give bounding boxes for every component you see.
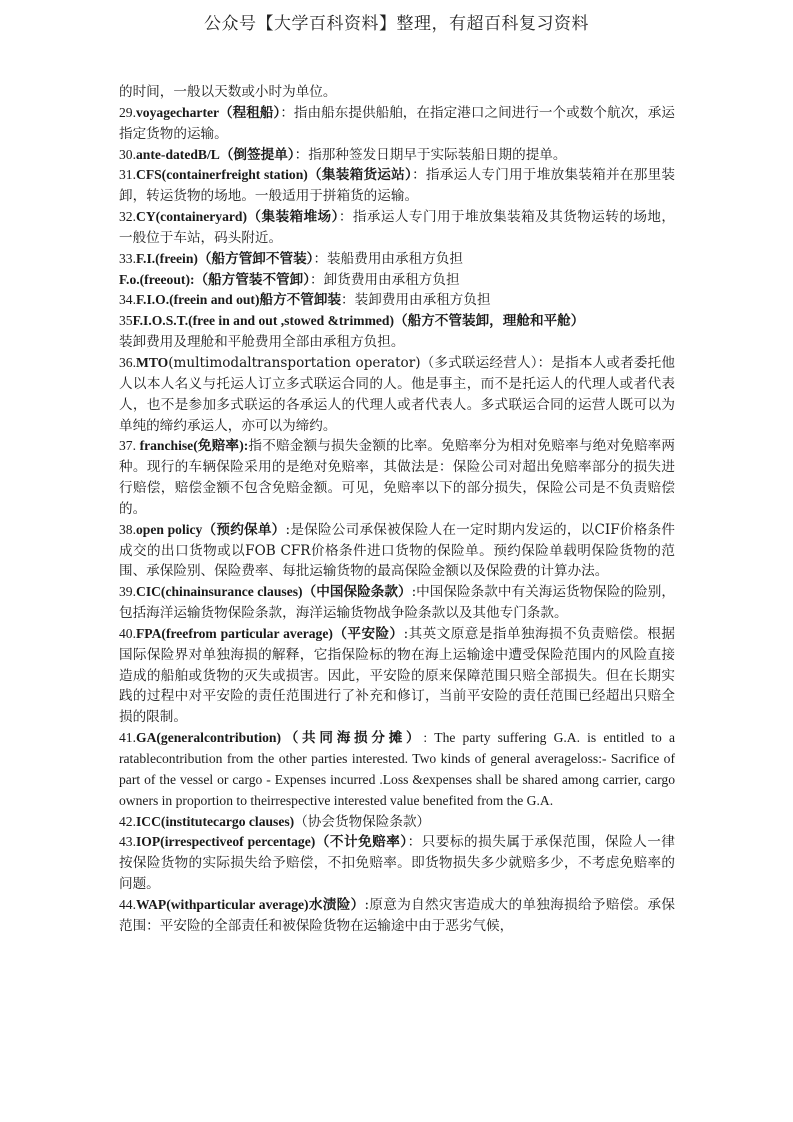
entry-33 [119, 249, 675, 270]
entry-term: MTO [136, 354, 169, 370]
entry-text: ：指承运人专门用于堆放集装箱及其货物运转的场地，一般位于车站，码头附近。 [119, 209, 675, 246]
entry-term: WAP(withparticular average)水渍险） [136, 896, 365, 912]
entry-number: 32. [119, 209, 136, 225]
entry-32 [119, 207, 675, 249]
entry-term: IOP(irrespectiveof percentage)（不计免赔率） [136, 834, 408, 850]
entry-term: F.I.(freein)（船方管卸不管装） [136, 250, 314, 266]
entry-33b [119, 270, 675, 291]
entry-number: 29. [119, 104, 136, 120]
entry-term: F.I.O.S.T.(free in and out ,stowed &trimmed)（船方不管装卸，理舱和平舱） [132, 313, 585, 329]
entry-text: ：指由船东提供船舶，在指定港口之间进行一个或数个航次，承运指定货物的运输。 [119, 104, 675, 142]
entry-term: F.o.(freeout):（船方管装不管卸） [119, 271, 311, 287]
entry-41 [119, 728, 675, 811]
page-header: 公众号【大学百科资料】整理，有超百科复习资料 [204, 14, 589, 34]
entry-text: ：只要标的损失属于承保范围，保险人一律按保险货物的实际损失给予赔偿，不扣免赔率。即货物损失多少就赔多少，不考虑免赔率的问题。 [119, 834, 675, 893]
entry-number: 42. [119, 813, 136, 829]
entry-text: ：装卸费用由承租方负担 [341, 292, 491, 309]
entry-text: :中国保险条款中有关海运货物保险的险别，包括海洋运输货物保险条款，海洋运输货物战争险条款以及其他专门条款。 [119, 584, 675, 622]
entry-37 [119, 436, 675, 519]
entry-text: 指不赔金额与损失金额的比率。免赔率分为相对免赔率与绝对免赔率两种。现行的车辆保险采用的是绝对免赔率，其做法是：保险公司对超出免赔率部分的损失进行赔偿，赔偿金额不包含免赔金额。可见，免赔率以下的部分损失，保险公司是不负责赔偿的。 [119, 438, 676, 517]
entry-number: 38. [119, 521, 136, 537]
entry-number: 34. [119, 292, 136, 308]
entry-30 [119, 145, 675, 166]
entry-text: :其英文原意是指单独海损不负责赔偿。根据国际保险界对单独海损的解释，它指保险标的物在海上运输途中遭受保险范围内的风险直接造成的船舶或货物的灭失或损害。因此，平安险的原来保障范围只赔全部损失。但在长期实践的过程中对平安险的责任范围进行了补充和修订，当前平安险的责任范围已经超出只赔全损的限制。 [119, 625, 675, 726]
entry-44 [119, 895, 675, 937]
entry-text: ：卸货费用由承租方负担 [310, 271, 460, 288]
entry-number: 30. [119, 146, 136, 162]
entry-29 [119, 103, 675, 145]
entry-term: ante-datedB/L（倒签提单） [136, 146, 295, 162]
entry-43 [119, 832, 675, 895]
entry-text: 的时间，一般以天数或小时为单位。 [119, 84, 337, 100]
entry-term: GA(generalcontribution)（共同海损分摊） [136, 730, 424, 746]
entry-number: 37. [119, 438, 140, 454]
entry-number: 35 [119, 313, 133, 329]
entry-number: 31. [119, 167, 136, 183]
entry-text: ：指承运人专门用于堆放集装箱并在那里装卸，转运货物的场地。一般适用于拼箱货的运输。 [119, 167, 676, 205]
entry-term: franchise(免赔率): [139, 438, 249, 454]
entry-number: 39. [119, 584, 136, 600]
entry-text: (multimodaltransportation operator)（多式联运经营人）：是指本人或者委托他人以本人名义与托运人订立多式联运合同的人。他是事主，而不是托运人的代理人或者代表人，也不是参加多式联运的各承运人的代理人或者代表人。多式联运合同的运营人既可以为单纯的缔约承运人，亦可以为缔约。 [119, 354, 675, 434]
entry-number: 36. [119, 354, 136, 370]
entry-text: ：指那种签发日期早于实际装船日期的提单。 [294, 146, 567, 163]
entry-text: :原意为自然灾害造成大的单独海损给予赔偿。承保范围：平安险的全部责任和被保险货物在运输途中由于恶劣气候， [119, 896, 675, 934]
document-body [119, 82, 675, 937]
entry-number: 41. [119, 730, 136, 746]
entry-34 [119, 290, 675, 311]
entry-38 [119, 520, 675, 583]
entry-text: ：装船费用由承租方负担 [313, 250, 463, 267]
entry-number: 43. [119, 834, 136, 850]
entry-39 [119, 582, 675, 624]
entry-number: 44. [119, 896, 136, 912]
entry-text: 装卸费用及理舱和平舱费用全部由承租方负担。 [119, 334, 405, 351]
entry-number: 33. [119, 250, 136, 266]
entry-number: 40. [119, 625, 136, 641]
entry-35 [119, 311, 675, 353]
entry-31 [119, 165, 675, 207]
entry-term: open policy（预约保单） [136, 521, 286, 537]
entry-term: FPA(freefrom particular average)（平安险） [136, 625, 404, 641]
entry-term: CFS(containerfreight station)（集装箱货运站） [136, 167, 413, 183]
entry-text: : The party suffering G.A. is entitled to a ratablecontribution from the other parties interested. Two kinds of general averageloss:- Sacrifice of part of the vessel or cargo - Expenses incurred .Loss &expenses shall be shared among carrier, cargo owners in proportion to theirrespective interested value benefited from the G.A. [119, 730, 676, 808]
entry-term: ICC(institutecargo clauses) [136, 813, 295, 829]
entry-term: CY(containeryard)（集装箱堆场） [136, 209, 339, 225]
entry-36 [119, 353, 675, 436]
entry-40 [119, 624, 675, 728]
entry-continuation [119, 82, 675, 103]
entry-42 [119, 812, 675, 833]
entry-text: :是保险公司承保被保险人在一定时期内发运的，以CIF价格条件成交的出口货物或以FOB CFR价格条件进口货物的保险单。预约保险单载明保险货物的范围、承保险别、保险费率、每批运输货物的最高保险金额以及保险费的计算办法。 [119, 521, 676, 580]
entry-term: voyagecharter（程租船） [136, 104, 281, 120]
entry-text: （协会货物保险条款） [294, 813, 431, 830]
entry-term: CIC(chinainsurance clauses)（中国保险条款） [136, 584, 412, 600]
entry-term: F.I.O.(freein and out)船方不管卸装 [136, 292, 342, 308]
